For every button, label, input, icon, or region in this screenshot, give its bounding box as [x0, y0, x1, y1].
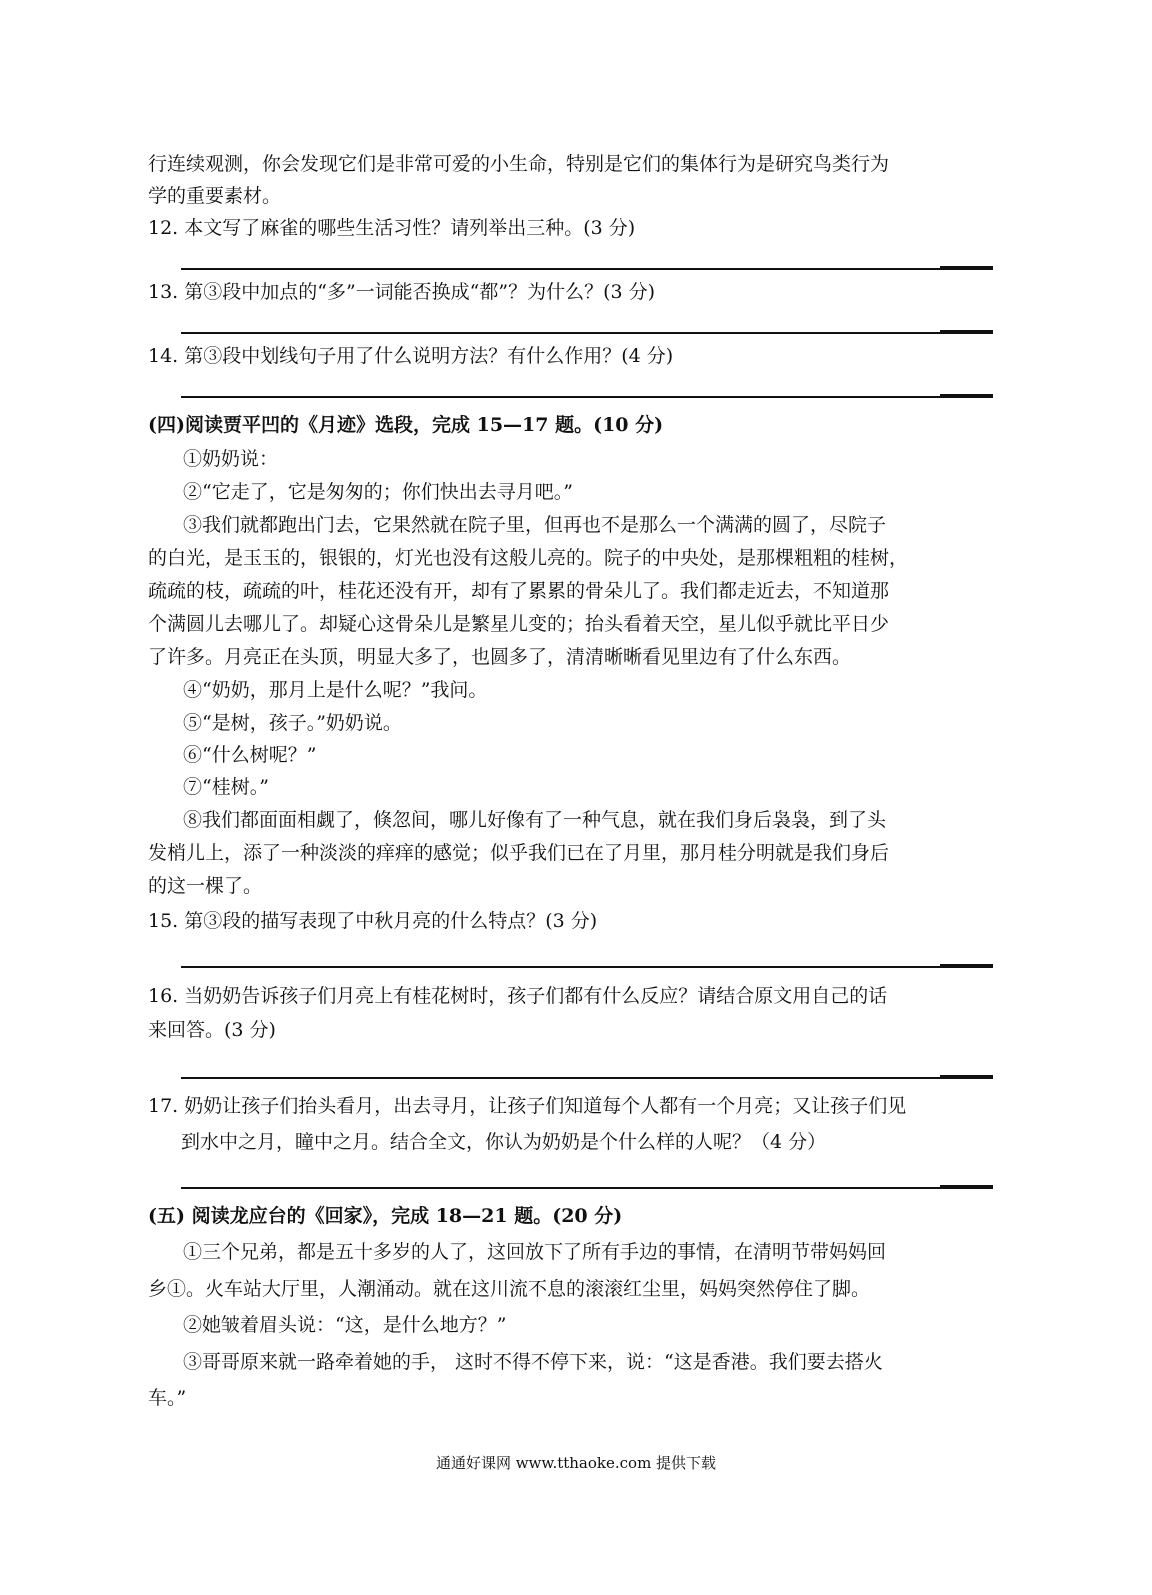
- s4-paragraph-3-line-3: 疏疏的枝，疏疏的叶，桂花还没有开，却有了累累的骨朵儿了。我们都走近去，不知道那: [148, 580, 890, 602]
- section-5-heading: (五) 阅读龙应台的《回家》，完成 18—21 题。(20 分): [148, 1205, 623, 1227]
- answer-line-13: [181, 332, 993, 334]
- s4-paragraph-3-line-4: 个满圆儿去哪儿了。却疑心这骨朵儿是繁星儿变的；抬头看着天空，星儿似乎就比平日少: [148, 613, 890, 635]
- s4-paragraph-6: ⑥“什么树呢？”: [183, 744, 317, 766]
- s4-paragraph-1: ①奶奶说：: [183, 448, 279, 470]
- question-16-line-2: 来回答。(3 分): [148, 1019, 276, 1041]
- answer-line-17-end: [940, 1185, 993, 1188]
- question-14: 14. 第③段中划线句子用了什么说明方法？有什么作用？(4 分): [148, 345, 674, 367]
- answer-line-16: [181, 1077, 993, 1079]
- intro-line-1: 行连续观测，你会发现它们是非常可爱的小生命，特别是它们的集体行为是研究鸟类行为: [148, 153, 890, 175]
- s5-paragraph-2: ②她皱着眉头说：“这，是什么地方？”: [183, 1314, 507, 1336]
- question-13: 13. 第③段中加点的“多”一词能否换成“都”？为什么？(3 分): [148, 281, 656, 303]
- question-16-line-1: 16. 当奶奶告诉孩子们月亮上有桂花树时，孩子们都有什么反应？请结合原文用自己的话: [148, 985, 888, 1007]
- s4-paragraph-4: ④“奶奶，那月上是什么呢？”我问。: [183, 679, 488, 701]
- s4-paragraph-8-line-2: 发梢儿上，添了一种淡淡的痒痒的感觉；似乎我们已在了月里，那月桂分明就是我们身后: [148, 842, 890, 864]
- s5-paragraph-3-line-1: ③哥哥原来就一路牵着她的手， 这时不得不停下来，说：“这是香港。我们要去搭火: [183, 1351, 883, 1373]
- question-17-line-1: 17. 奶奶让孩子们抬头看月，出去寻月，让孩子们知道每个人都有一个月亮；又让孩子们见: [148, 1095, 907, 1117]
- s4-paragraph-2: ②“它走了，它是匆匆的；你们快出去寻月吧。”: [183, 481, 573, 503]
- question-12: 12. 本文写了麻雀的哪些生活习性？请列举出三种。(3 分): [148, 217, 636, 239]
- s5-paragraph-3-line-2: 车。”: [148, 1387, 187, 1409]
- answer-line-13-end: [940, 330, 993, 333]
- s4-paragraph-5: ⑤“是树，孩子。”奶奶说。: [183, 712, 402, 734]
- answer-line-17: [181, 1187, 993, 1189]
- answer-line-12-end: [940, 266, 993, 269]
- s5-paragraph-1-line-2: 乡①。火车站大厅里，人潮涌动。就在这川流不息的滚滚红尘里，妈妈突然停住了脚。: [148, 1278, 871, 1300]
- s4-paragraph-8-line-1: ⑧我们都面面相觑了，倏忽间，哪儿好像有了一种气息，就在我们身后袅袅，到了头: [183, 809, 887, 831]
- answer-line-12: [181, 268, 993, 270]
- intro-line-2: 学的重要素材。: [148, 185, 282, 207]
- page-footer: 通通好课网 www.tthaoke.com 提供下载: [435, 1454, 717, 1472]
- answer-line-14-end: [940, 394, 993, 397]
- answer-line-16-end: [940, 1075, 993, 1078]
- question-15: 15. 第③段的描写表现了中秋月亮的什么特点？(3 分): [148, 910, 598, 932]
- answer-line-15: [181, 966, 993, 968]
- s5-paragraph-1-line-1: ①三个兄弟，都是五十多岁的人了，这回放下了所有手边的事情，在清明节带妈妈回: [183, 1241, 887, 1263]
- question-17-line-2: 到水中之月，瞳中之月。结合全文，你认为奶奶是个什么样的人呢？（4 分）: [181, 1131, 827, 1153]
- s4-paragraph-8-line-3: 的这一棵了。: [148, 875, 263, 897]
- section-4-heading: (四)阅读贾平凹的《月迹》选段，完成 15—17 题。(10 分): [148, 414, 664, 436]
- answer-line-15-end: [940, 964, 993, 967]
- answer-line-14: [181, 396, 993, 398]
- s4-paragraph-3-line-1: ③我们就都跑出门去，它果然就在院子里，但再也不是那么一个满满的圆了，尽院子: [183, 514, 887, 536]
- s4-paragraph-7: ⑦“桂树。”: [183, 776, 269, 798]
- s4-paragraph-3-line-2: 的白光，是玉玉的，银银的，灯光也没有这般儿亮的。院子的中央处，是那棵粗粗的桂树，: [148, 547, 909, 569]
- s4-paragraph-3-line-5: 了许多。月亮正在头顶，明显大多了，也圆多了，清清晰晰看见里边有了什么东西。: [148, 646, 852, 668]
